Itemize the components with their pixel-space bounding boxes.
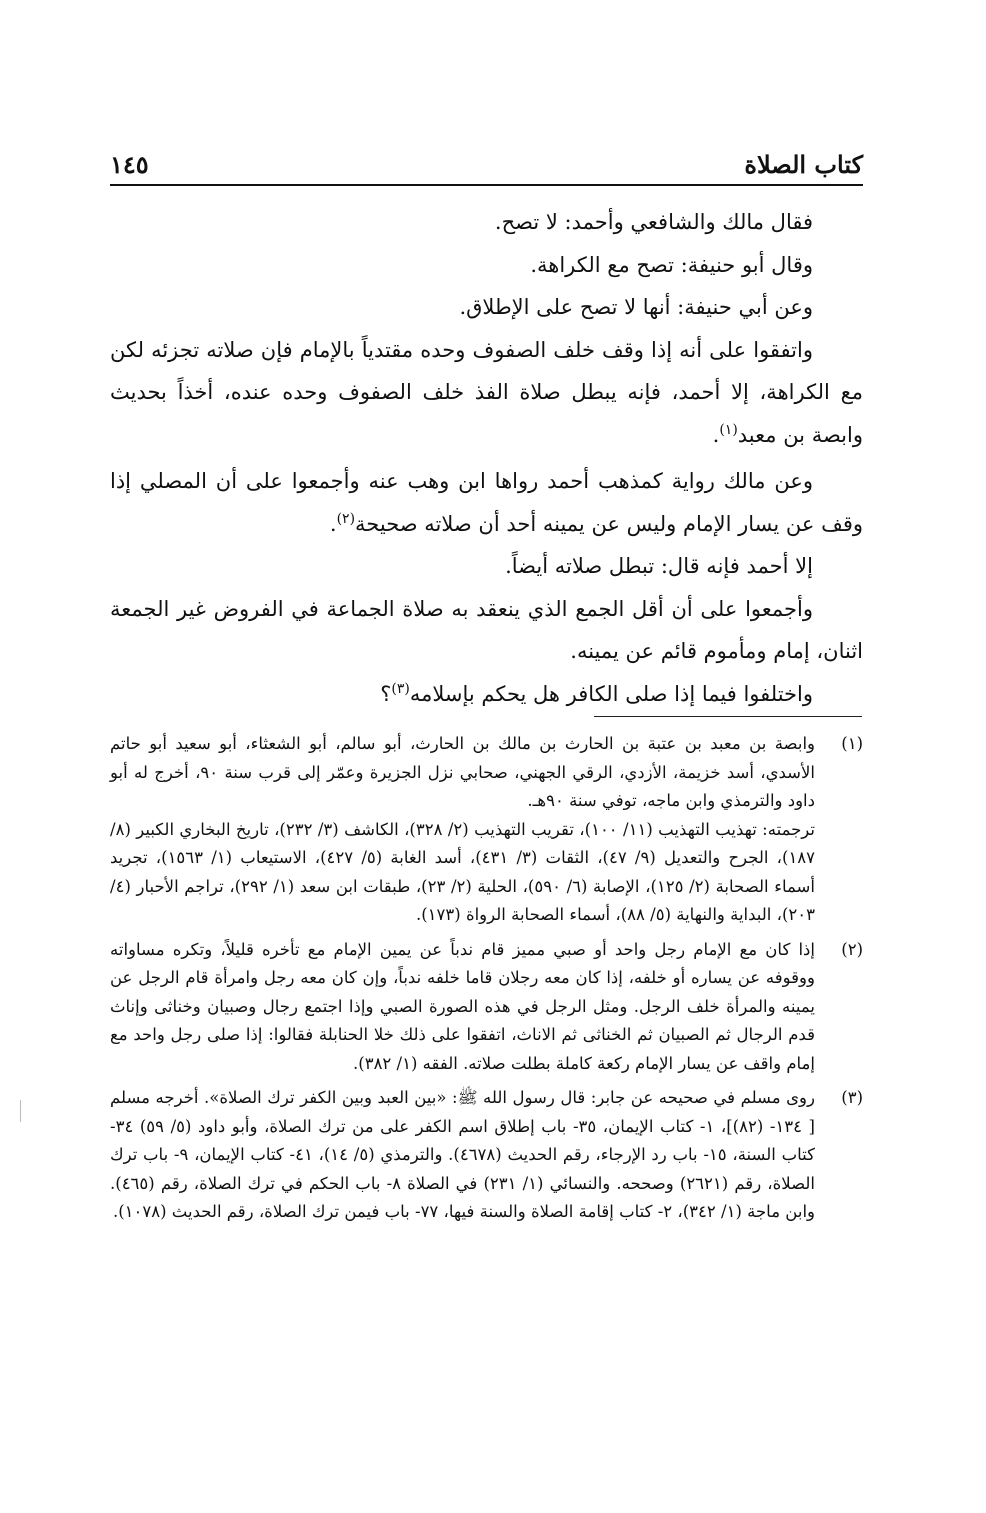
punctuation: . (329, 511, 337, 536)
page-number: ١٤٥ (110, 150, 149, 179)
paragraph-text: وأجمعوا على أن أقل الجمع الذي ينعقد به صلاة الجماعة في الفروض غير الجمعة اثنان، إمام ومأموم قائم عن يمينه. (110, 596, 863, 663)
punctuation: . (712, 422, 720, 447)
footnote-2 (110, 936, 863, 1079)
paragraph (110, 286, 863, 329)
paragraph (110, 545, 863, 588)
footnote-number: (٢) (841, 939, 863, 959)
paragraph (110, 329, 863, 457)
footnote-text: إذا كان مع الإمام رجل واحد أو صبي مميز قام ندباً عن يمين الإمام مع تأخره قليلاً، وتكره مساواته ووقوفه عن يساره أو خلفه، إذا كان معه رجلان قاما خلفه ندباً، وإن كان معه رجل وامرأة قام الرجل عن يمينه والمرأة خلف الرجل. ومثل الرجل في هذه الصورة الصبي وإذا اجتمع رجال وصبيان وخناثى وإناث قدم الرجال ثم الصبيان ثم الخناثى ثم الاناث، اتفقوا على ذلك خلا الحنابلة فقالوا: إذا صلى رجل واحد مع إمام واقف عن يسار الإمام ركعة كاملة بطلت صلاته. الفقه (١/ ٣٨٢). (110, 939, 815, 1073)
footnote-separator (594, 716, 862, 717)
chapter-title: كتاب الصلاة (744, 150, 863, 179)
footnote-ref[interactable]: (١) (719, 421, 738, 438)
paragraph-text: فقال مالك والشافعي وأحمد: لا تصح. (494, 210, 813, 234)
footnote-3 (110, 1084, 863, 1227)
footnote-text-continued: ترجمته: تهذيب التهذيب (١١/ ١٠٠)، تقريب التهذيب (٢/ ٣٢٨)، الكاشف (٣/ ٢٣٢)، تاريخ البخاري الكبير (٨/ ١٨٧)، الجرح والتعديل (٩/ ٤٧)، الثقات (٣/ ٤٣١)، أسد الغابة (٥/ ٤٢٧)، الاستيعاب (١/ ١٥٦٣)، تجريد أسماء الصحابة (٢/ ١٢٥)، الإصابة (٦/ ٥٩٠)، الحلية (٢/ ٢٣)، طبقات ابن سعد (١/ ٢٩٢)، تراجم الأحبار (٤/ ٢٠٣)، البداية والنهاية (٥/ ٨٨)، أسماء الصحابة الرواة (١٧٣). (110, 819, 816, 924)
paragraph (110, 588, 863, 673)
paragraph-text: إلا أحمد فإنه قال: تبطل صلاته أيضاً. (505, 554, 813, 578)
paragraph-text: وعن مالك رواية كمذهب أحمد رواها ابن وهب عنه وأجمعوا على أن المصلي إذا وقف عن يسار الإمام وليس عن يمينه أحد أن صلاته صحيحة (110, 469, 863, 536)
footnote-text: روى مسلم في صحيحه عن جابر: قال رسول الله ﷺ: «بين العبد وبين الكفر ترك الصلاة». أخرجه مسلم [ ١٣٤- (٨٢)]، ١- كتاب الإيمان، ٣٥- باب إطلاق اسم الكفر على من ترك الصلاة، وأبو داود (٥/ ٥٩) ٣٤- كتاب السنة، ١٥- باب رد الإرجاء، رقم الحديث (٤٦٧٨). والترمذي (٥/ ١٤)، ٤١- كتاب الإيمان، ٩- باب ترك الصلاة، رقم (٢٦٢١) وصححه. والنسائي (١/ ٢٣١) في الصلاة ٨- باب الحكم في ترك الصلاة، رقم (٤٦٥). وابن ماجة (١/ ٣٤٢)، ٢- كتاب إقامة الصلاة والسنة فيها، ٧٧- باب فيمن ترك الصلاة، رقم الحديث (١٠٧٨). (110, 1088, 816, 1221)
margin-mark (20, 1100, 21, 1122)
paragraph (110, 460, 863, 545)
main-text (110, 201, 863, 715)
paragraph-text: واختلفوا فيما إذا صلى الكافر هل يحكم بإسلامه (409, 681, 813, 706)
running-header (110, 148, 863, 182)
header-rule (110, 184, 863, 186)
footnote-ref[interactable]: (٣) (391, 680, 410, 697)
paragraph-text: وعن أبي حنيفة: أنها لا تصح على الإطلاق. (459, 295, 813, 319)
paragraph (110, 201, 863, 244)
paragraph (110, 244, 863, 287)
paragraph-text: واتفقوا على أنه إذا وقف خلف الصفوف وحده مقتدياً بالإمام فإن صلاته تجزئه لكن مع الكراهة، إلا أحمد، فإنه يبطل صلاة الفذ خلف الصفوف وحده عنده، أخذاً بحديث وابصة بن معبد (110, 337, 863, 447)
footnote-ref[interactable]: (٢) (336, 510, 356, 527)
paragraph (110, 673, 863, 716)
footnote-text: وابصة بن معبد بن عتبة بن الحارث بن مالك بن الحارث، أبو سالم، أبو الشعثاء، أبو سعيد أبو حاتم الأسدي، أسد خزيمة، الأزدي، الرقي الجهني، صحابي نزل الجزيرة وعمّر إلى قرب سنة ٩٠، أخرج له أبو داود والترمذي وابن ماجه، توفي سنة ٩٠هـ. (110, 734, 815, 810)
paragraph-text: وقال أبو حنيفة: تصح مع الكراهة. (530, 252, 813, 277)
footnote-1 (110, 730, 863, 930)
footnote-number: (١) (841, 734, 863, 753)
footnotes (110, 730, 863, 1233)
punctuation: ؟ (380, 681, 392, 706)
footnote-number: (٣) (841, 1088, 863, 1107)
